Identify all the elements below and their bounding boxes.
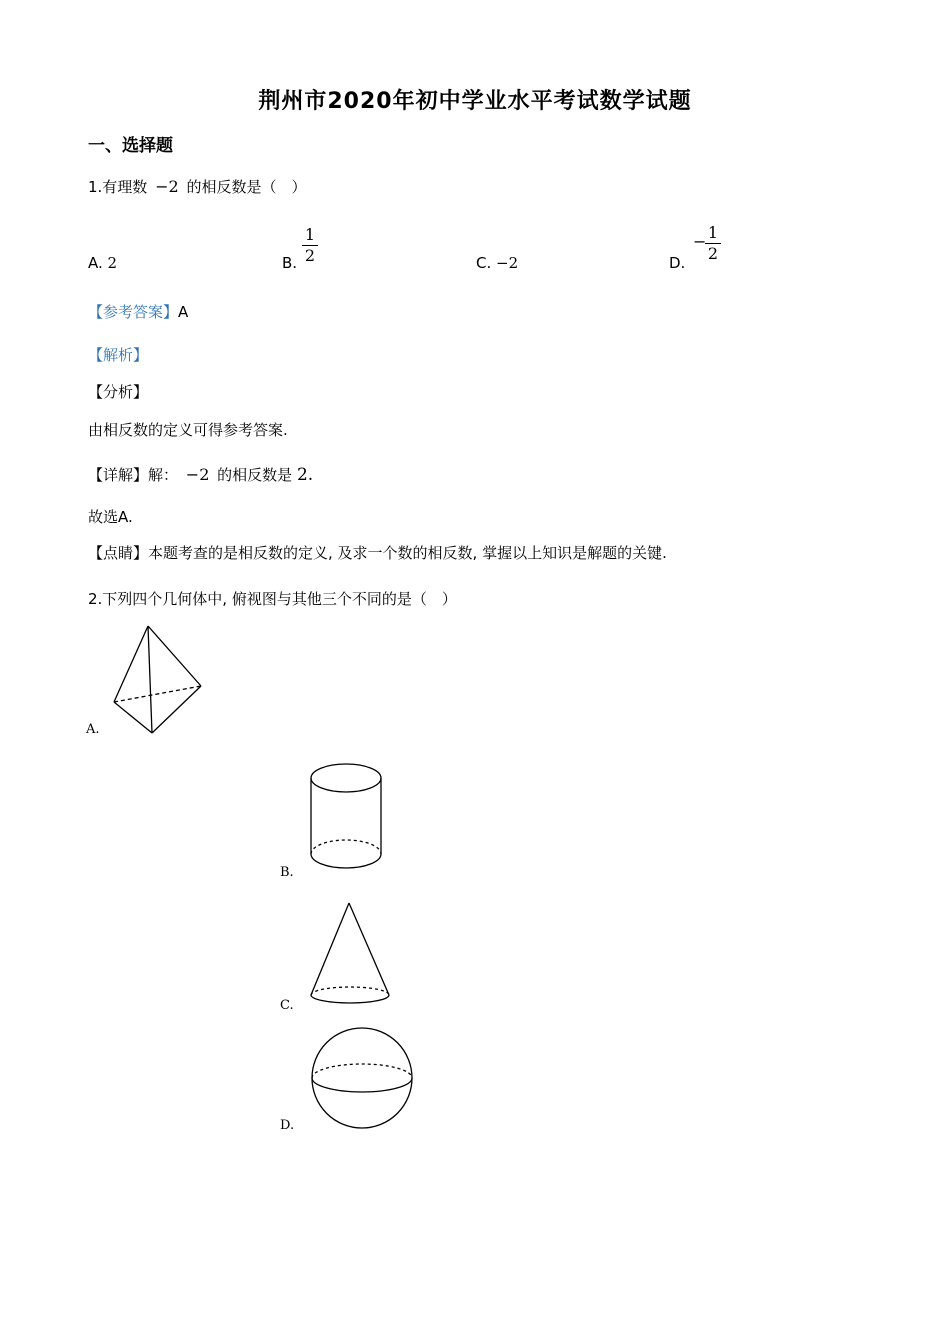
option-c-value: −2 [496, 254, 519, 272]
section-heading: 一、选择题 [88, 136, 173, 156]
answer-value: A [178, 303, 189, 321]
q1-answer [88, 301, 188, 322]
option-d-denominator: 2 [707, 244, 719, 263]
comment-line [88, 542, 667, 563]
choose-text: 故选A. [88, 508, 133, 526]
option-b-label: B. [282, 254, 298, 272]
option-d-numerator: 1 [707, 223, 719, 242]
cone-figure [304, 898, 396, 1010]
option-b-numerator: 1 [304, 225, 316, 244]
detail-mid: 的相反数是 [217, 466, 293, 484]
fenxi-tag: 【分析】 [88, 383, 149, 401]
option-d-fraction [705, 224, 721, 263]
option-a-value: 2 [107, 254, 118, 272]
figure-c-label: C. [280, 998, 294, 1013]
q1-stem-math: −2 [155, 177, 179, 196]
detail-math: −2 [185, 465, 210, 484]
fenxi-text: 由相反数的定义可得参考答案. [88, 421, 288, 439]
figure-b-label: B. [280, 865, 294, 880]
sphere-figure [306, 1026, 418, 1132]
q1-stem-suffix: 的相反数是（ ） [186, 178, 307, 196]
pyramid-figure [108, 622, 208, 740]
analysis-tag: 【解析】 [88, 346, 149, 364]
q1-stem-prefix: 1.有理数 [88, 178, 148, 196]
q1-option-a [88, 254, 117, 272]
detail-end: 2. [296, 465, 314, 485]
answer-tag: 【参考答案】 [88, 303, 179, 321]
q1-option-c [476, 254, 518, 272]
option-b-denominator: 2 [304, 246, 316, 265]
page-title: 荆州市2020年初中学业水平考试数学试题 [258, 89, 692, 114]
figure-a-label: A. [86, 722, 100, 737]
option-d-sign: − [693, 232, 707, 251]
q2-stem: 2.下列四个几何体中, 俯视图与其他三个不同的是（ ） [88, 590, 457, 608]
comment-text: 本题考查的是相反数的定义, 及求一个数的相反数, 掌握以上知识是解题的关键. [148, 544, 667, 562]
option-b-fraction [302, 226, 318, 265]
detail-line [88, 464, 313, 485]
option-a-label: A. [88, 254, 103, 272]
comment-tag: 【点睛】 [88, 544, 149, 562]
cylinder-figure [304, 760, 388, 874]
figure-d-label: D. [280, 1118, 295, 1133]
q1-stem [88, 176, 306, 197]
detail-tag: 【详解】解： [88, 466, 179, 484]
option-c-label: C. [476, 254, 492, 272]
option-d-label: D. [669, 254, 686, 272]
